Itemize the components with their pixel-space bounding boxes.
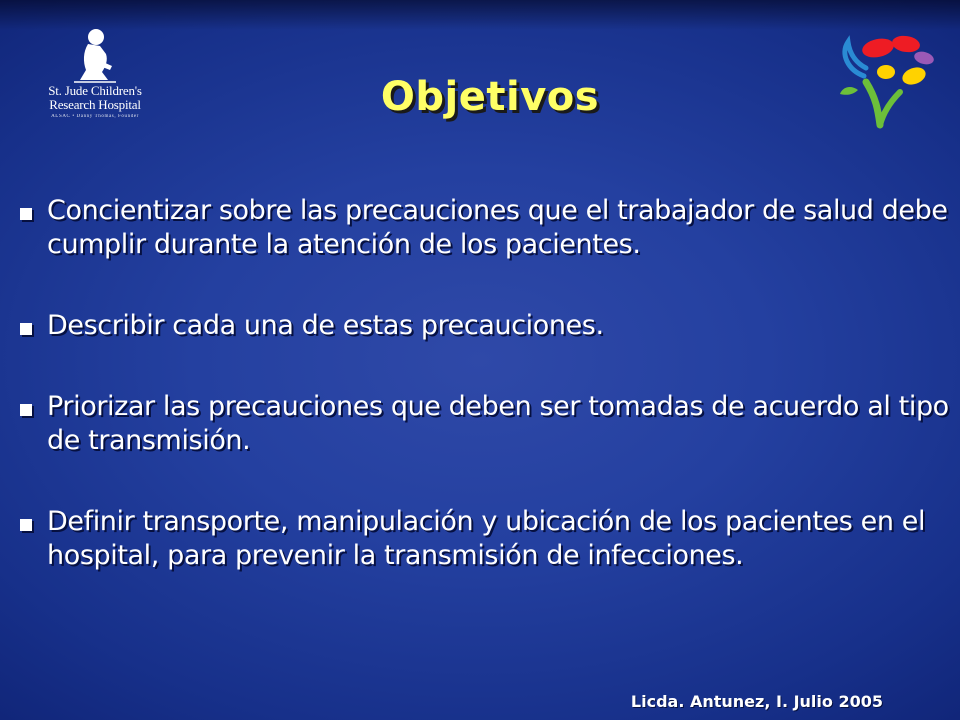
square-bullet-icon <box>20 519 32 531</box>
bullet-item <box>20 194 955 262</box>
logo-text-line2: Research Hospital <box>49 97 141 112</box>
logo-text-line1: St. Jude Children's <box>48 83 142 98</box>
bullet-text: Definir transporte, manipulación y ubicación de los pacientes en el hospital, para prevenir la transmisión de infecciones. <box>47 506 926 571</box>
logo-tagline: ALSAC • Danny Thomas, Founder <box>51 114 139 119</box>
square-bullet-icon <box>20 208 32 220</box>
bullet-item <box>20 390 955 458</box>
bullet-item <box>20 505 955 573</box>
square-bullet-icon <box>20 323 32 335</box>
bullet-text: Priorizar las precauciones que deben ser tomadas de acuerdo al tipo de transmisión. <box>47 391 949 456</box>
bullet-text: Describir cada una de estas precauciones. <box>47 310 604 341</box>
square-bullet-icon <box>20 404 32 416</box>
bullet-text: Concientizar sobre las precauciones que el trabajador de salud debe cumplir durante la atención de los pacientes. <box>47 195 948 260</box>
objectives-list <box>20 194 955 573</box>
footer-credit: Licda. Antunez, I. Julio 2005 <box>630 692 883 711</box>
slide-title: Objetivos <box>380 74 600 120</box>
bullet-item <box>20 309 955 343</box>
